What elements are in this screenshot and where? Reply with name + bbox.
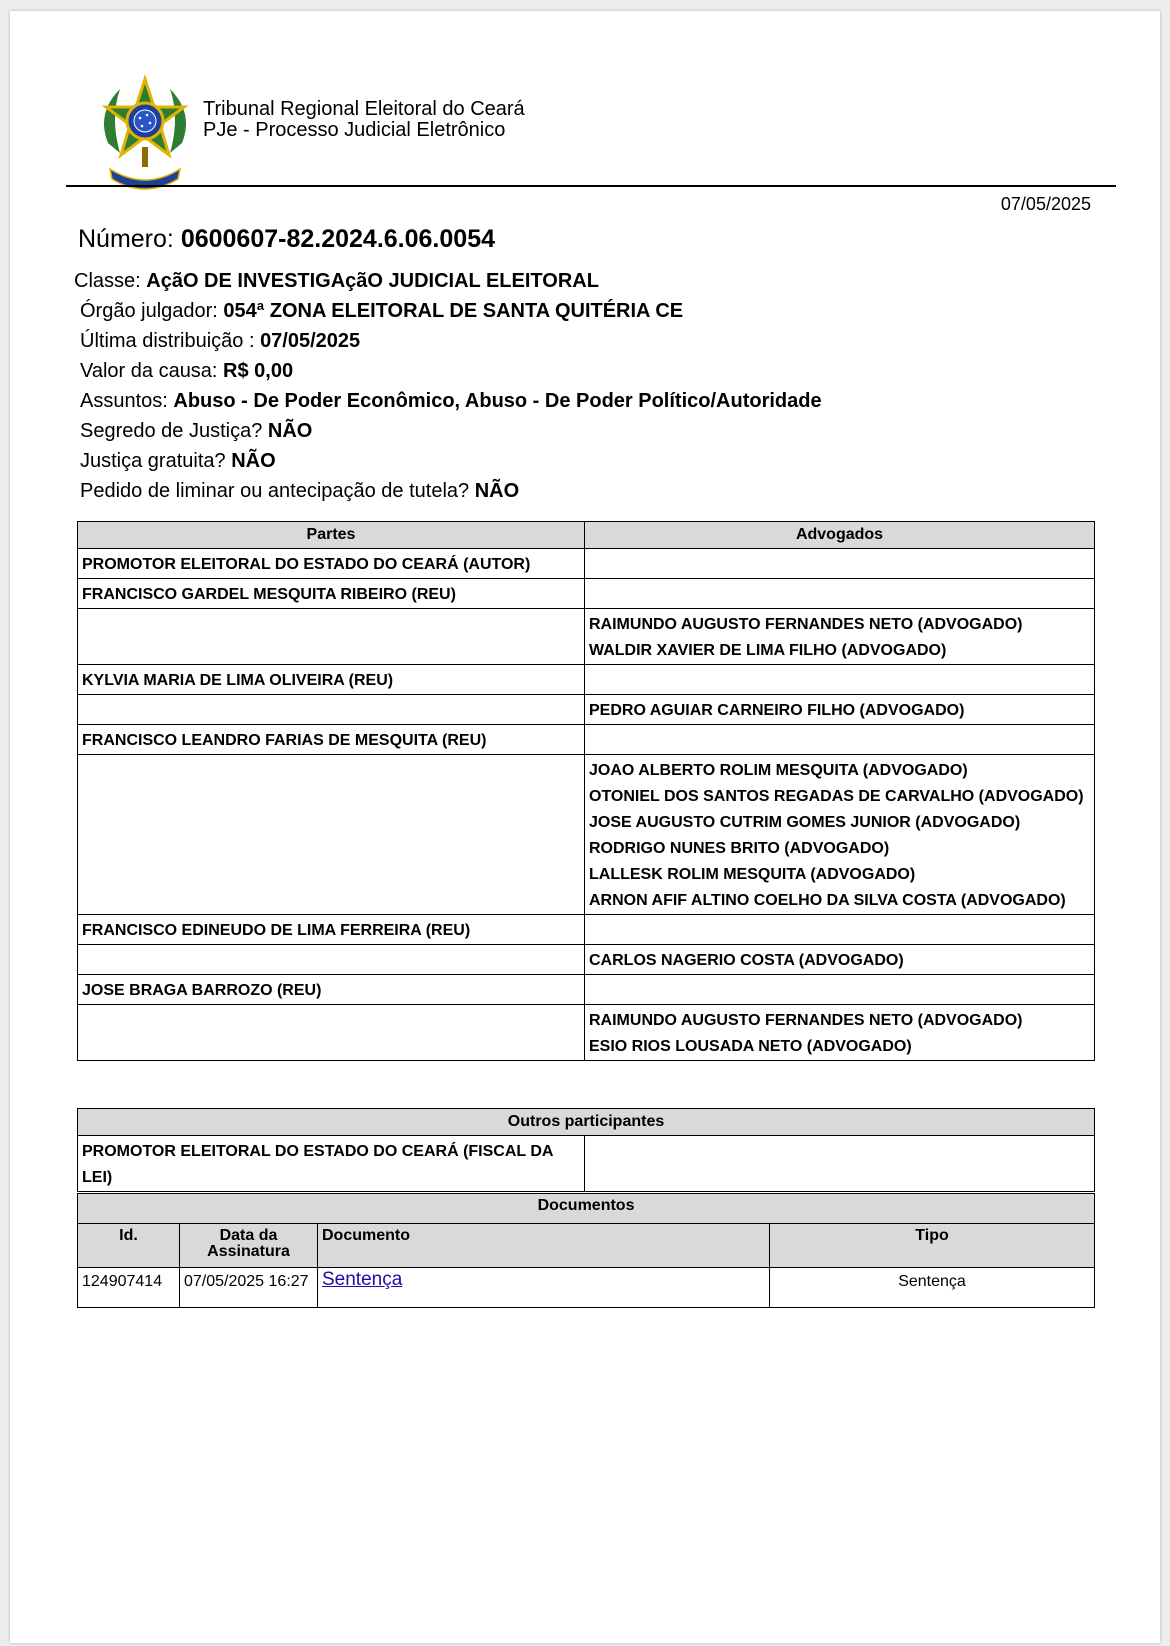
parte-cell: FRANCISCO EDINEUDO DE LIMA FERREIRA (REU) (78, 915, 585, 945)
parties-table (77, 521, 1095, 1061)
gratuita-value: NÃO (231, 450, 276, 472)
header-divider (66, 185, 1116, 187)
assuntos-label: Assuntos: (80, 390, 174, 412)
advogados-cell (585, 665, 1095, 695)
doc-documento-cell (318, 1268, 770, 1308)
documentos-body (78, 1268, 1095, 1308)
doc-id-cell: 124907414 (78, 1268, 180, 1308)
col-id-header: Id. (78, 1224, 180, 1268)
court-name: Tribunal Regional Eleitoral do Ceará (203, 98, 525, 120)
distribuicao-label: Última distribuição : (80, 330, 261, 352)
advogados-cell: CARLOS NAGERIO COSTA (ADVOGADO) (585, 945, 1095, 975)
advogados-cell (585, 579, 1095, 609)
orgao-label: Órgão julgador: (80, 300, 224, 322)
assuntos-value: Abuso - De Poder Econômico, Abuso - De Poder Político/Autoridade (173, 390, 822, 412)
gratuita-line (80, 450, 276, 473)
classe-label: Classe: (74, 270, 147, 292)
table-row (78, 755, 1095, 915)
table-row (78, 695, 1095, 725)
assuntos-line (80, 390, 822, 413)
document-page (10, 11, 1160, 1643)
document-row (78, 1268, 1095, 1308)
case-number-value: 0600607-82.2024.6.06.0054 (180, 225, 495, 253)
table-row (78, 915, 1095, 945)
advogados-cell (585, 915, 1095, 945)
parte-cell (78, 1005, 585, 1061)
table-row (78, 579, 1095, 609)
advogados-cell: RAIMUNDO AUGUSTO FERNANDES NETO (ADVOGADO) ESIO RIOS LOUSADA NETO (ADVOGADO) (585, 1005, 1095, 1061)
advogados-cell: PEDRO AGUIAR CARNEIRO FILHO (ADVOGADO) (585, 695, 1095, 725)
advogados-cell (585, 975, 1095, 1005)
parte-cell: KYLVIA MARIA DE LIMA OLIVEIRA (REU) (78, 665, 585, 695)
parte-cell (78, 609, 585, 665)
parte-cell: PROMOTOR ELEITORAL DO ESTADO DO CEARÁ (AUTOR) (78, 549, 585, 579)
segredo-label: Segredo de Justiça? (80, 420, 268, 442)
documentos-table (77, 1193, 1095, 1308)
col-data-header: Data da Assinatura (180, 1224, 318, 1268)
classe-line (74, 270, 599, 293)
valor-value: R$ 0,00 (223, 360, 294, 382)
table-row (78, 549, 1095, 579)
case-number-label: Número: (78, 225, 181, 253)
segredo-value: NÃO (267, 420, 313, 442)
court-header (203, 99, 525, 141)
parte-cell: FRANCISCO LEANDRO FARIAS DE MESQUITA (REU) (78, 725, 585, 755)
parte-cell: JOSE BRAGA BARROZO (REU) (78, 975, 585, 1005)
col-documento-header: Documento (318, 1224, 770, 1268)
classe-value: AçãO DE INVESTIGAçãO JUDICIAL ELEITORAL (146, 270, 599, 292)
liminar-line (80, 480, 519, 503)
outros-body (78, 1136, 1095, 1192)
parte-cell: FRANCISCO GARDEL MESQUITA RIBEIRO (REU) (78, 579, 585, 609)
table-row (78, 975, 1095, 1005)
liminar-value: NÃO (474, 480, 520, 502)
advogados-cell (585, 1136, 1095, 1192)
orgao-line (80, 300, 683, 323)
outros-header: Outros participantes (78, 1109, 1095, 1136)
table-row (78, 1005, 1095, 1061)
table-row (78, 665, 1095, 695)
table-row (78, 1136, 1095, 1192)
parte-cell (78, 695, 585, 725)
parte-cell (78, 755, 585, 915)
col-tipo-header: Tipo (770, 1224, 1095, 1268)
distribuicao-value: 07/05/2025 (260, 330, 361, 352)
parte-cell: PROMOTOR ELEITORAL DO ESTADO DO CEARÁ (FISCAL DA LEI) (78, 1136, 585, 1192)
distribuicao-line (80, 330, 360, 353)
outros-table (77, 1108, 1095, 1192)
advogados-cell: JOAO ALBERTO ROLIM MESQUITA (ADVOGADO) OTONIEL DOS SANTOS REGADAS DE CARVALHO (ADVOGADO) JOSE AUGUSTO CUTRIM GOMES JUNIOR (ADVOGADO) RODRIGO NUNES BRITO (ADVOGADO) LALLESK ROLIM MESQUITA (ADVOGADO) ARNON AFIF ALTINO COELHO DA SILVA COSTA (ADVOGADO) (585, 755, 1095, 915)
orgao-value: 054ª ZONA ELEITORAL DE SANTA QUITÉRIA CE (223, 300, 684, 322)
partes-header: Partes (78, 522, 585, 549)
system-name: PJe - Processo Judicial Eletrônico (203, 119, 506, 141)
case-number (78, 225, 495, 254)
parte-cell (78, 945, 585, 975)
advogados-cell (585, 725, 1095, 755)
valor-label: Valor da causa: (80, 360, 224, 382)
brazil-coat-of-arms-icon (90, 73, 200, 195)
valor-line (80, 360, 293, 383)
advogados-cell (585, 549, 1095, 579)
parties-body (78, 549, 1095, 1061)
documentos-header: Documentos (78, 1194, 1095, 1224)
table-row (78, 609, 1095, 665)
segredo-line (80, 420, 312, 443)
doc-data-cell: 07/05/2025 16:27 (180, 1268, 318, 1308)
print-date: 07/05/2025 (1000, 194, 1091, 214)
advogados-header: Advogados (585, 522, 1095, 549)
advogados-cell: RAIMUNDO AUGUSTO FERNANDES NETO (ADVOGADO) WALDIR XAVIER DE LIMA FILHO (ADVOGADO) (585, 609, 1095, 665)
gratuita-label: Justiça gratuita? (80, 450, 232, 472)
doc-tipo-cell: Sentença (770, 1268, 1095, 1308)
liminar-label: Pedido de liminar ou antecipação de tutela? (80, 480, 475, 502)
table-row (78, 725, 1095, 755)
document-link[interactable]: Sentença (322, 1269, 403, 1290)
table-row (78, 945, 1095, 975)
